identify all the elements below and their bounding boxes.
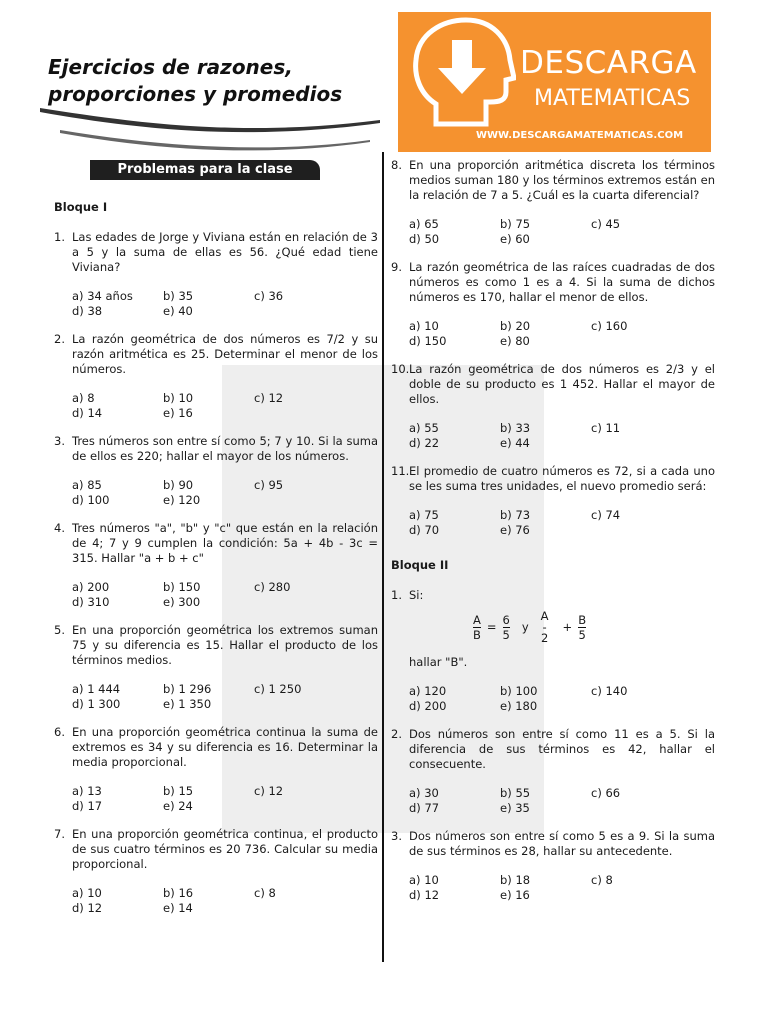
question-text: Tres números son entre sí como 5; 7 y 10. Si la suma de ellos es 220; hallar el mayor de los números.: [72, 434, 378, 463]
question-number: 11.: [391, 464, 410, 478]
option-a: a) 120: [409, 684, 447, 698]
option-e: e) 300: [163, 595, 201, 609]
question-8: [391, 158, 715, 247]
denominator: B: [473, 627, 481, 642]
brand-logo: [398, 12, 711, 152]
answer-options: [409, 873, 715, 903]
option-b: b) 16: [163, 886, 194, 900]
option-a: a) 75: [409, 508, 439, 522]
option-b: b) 15: [163, 784, 194, 798]
option-e: e) 180: [500, 699, 538, 713]
column-divider: [382, 152, 384, 962]
answer-options: [72, 784, 378, 814]
denominator: 5: [502, 627, 510, 642]
fraction-a-over-b: [473, 613, 481, 642]
option-b: b) 33: [500, 421, 531, 435]
equals-sign: =: [486, 619, 497, 634]
logo-text-descarga: DESCARGA: [520, 45, 697, 81]
option-b: b) 100: [500, 684, 538, 698]
option-b: b) 90: [163, 478, 194, 492]
answer-options: [72, 391, 378, 421]
numerator: A: [473, 612, 481, 627]
option-b: b) 1 296: [163, 682, 212, 696]
option-d: d) 38: [72, 304, 103, 318]
option-c: c) 12: [254, 784, 284, 798]
question-5: [54, 623, 378, 712]
title-line-1: Ejercicios de razones,: [48, 55, 293, 79]
question-text: hallar "B".: [409, 655, 468, 669]
formula: [473, 609, 715, 645]
question-number: 8.: [391, 158, 402, 172]
question-number: 2.: [54, 332, 65, 346]
option-e: e) 35: [500, 801, 530, 815]
option-e: e) 16: [500, 888, 530, 902]
denominator: 2: [540, 631, 549, 645]
option-a: a) 13: [72, 784, 102, 798]
option-d: d) 22: [409, 436, 440, 450]
option-b: b) 150: [163, 580, 201, 594]
option-d: d) 50: [409, 232, 440, 246]
option-d: d) 70: [409, 523, 440, 537]
option-e: e) 16: [163, 406, 193, 420]
question-number: 1.: [54, 230, 65, 244]
question-number: 3.: [54, 434, 65, 448]
option-a: a) 10: [409, 319, 439, 333]
denominator: 5: [578, 627, 586, 642]
fraction-a-over-2: [541, 609, 549, 645]
option-e: e) 1 350: [163, 697, 212, 711]
question-number: 2.: [391, 727, 402, 741]
option-a: a) 30: [409, 786, 439, 800]
option-b: b) 20: [500, 319, 531, 333]
fraction-b-over-5: [578, 613, 586, 642]
option-a: a) 85: [72, 478, 102, 492]
question-3: [54, 434, 378, 508]
minus-sign: -: [542, 620, 547, 634]
option-a: a) 200: [72, 580, 110, 594]
question-number: 4.: [54, 521, 65, 535]
question-1: [54, 230, 378, 319]
numerator: B: [578, 612, 587, 627]
question-number: 1.: [391, 588, 402, 602]
question-6: [54, 725, 378, 814]
question-text: En una proporción geométrica los extremos suman 75 y su diferencia es 15. Hallar el producto de los términos medios.: [72, 623, 378, 667]
option-d: d) 200: [409, 699, 447, 713]
option-a: a) 8: [72, 391, 95, 405]
option-a: a) 1 444: [72, 682, 121, 696]
option-d: d) 14: [72, 406, 103, 420]
option-a: a) 55: [409, 421, 439, 435]
answer-options: [409, 508, 715, 538]
option-c: c) 36: [254, 289, 284, 303]
option-c: c) 95: [254, 478, 284, 492]
question-number: 3.: [391, 829, 402, 843]
question-text: La razón geométrica de las raíces cuadradas de dos números es como 1 es a 4. Si la suma de dichos números es 170, hallar el menor de ellos.: [409, 260, 715, 304]
answer-options: [72, 580, 378, 610]
option-d: d) 77: [409, 801, 440, 815]
answer-options: [409, 217, 715, 247]
answer-options: [72, 682, 378, 712]
option-d: d) 150: [409, 334, 447, 348]
option-b: b) 18: [500, 873, 531, 887]
option-c: c) 45: [591, 217, 621, 231]
question-7: [54, 827, 378, 916]
option-d: d) 100: [72, 493, 110, 507]
option-a: a) 10: [409, 873, 439, 887]
option-d: d) 1 300: [72, 697, 121, 711]
question-11: [391, 464, 715, 538]
question-intro: Si:: [409, 588, 424, 602]
question-text: La razón geométrica de dos números es 2/3 y el doble de su producto es 1 452. Hallar el mayor de ellos.: [409, 362, 715, 406]
option-e: e) 76: [500, 523, 530, 537]
option-e: e) 60: [500, 232, 530, 246]
question-b2-2: [391, 727, 715, 816]
option-a: a) 34 años: [72, 289, 133, 303]
option-b: b) 75: [500, 217, 531, 231]
option-b: b) 55: [500, 786, 531, 800]
question-10: [391, 362, 715, 451]
question-text: Las edades de Jorge y Viviana están en relación de 3 a 5 y la suma de ellas es 56. ¿Qué edad tiene Viviana?: [72, 230, 378, 274]
option-b: b) 35: [163, 289, 194, 303]
option-c: c) 74: [591, 508, 621, 522]
plus-sign: +: [562, 619, 573, 634]
option-c: c) 11: [591, 421, 621, 435]
option-c: c) 1 250: [254, 682, 302, 696]
question-b2-3: [391, 829, 715, 903]
question-b2-1: [391, 588, 715, 714]
question-number: 7.: [54, 827, 65, 841]
question-text: En una proporción aritmética discreta los términos medios suman 180 y los términos extremos están en la relación de 7 a 5. ¿Cuál es la cuarta diferencial?: [409, 158, 715, 202]
option-e: e) 120: [163, 493, 201, 507]
option-e: e) 14: [163, 901, 193, 915]
option-e: e) 80: [500, 334, 530, 348]
option-e: e) 24: [163, 799, 193, 813]
option-c: c) 12: [254, 391, 284, 405]
option-c: c) 160: [591, 319, 628, 333]
option-d: d) 310: [72, 595, 110, 609]
option-b: b) 73: [500, 508, 531, 522]
option-d: d) 12: [72, 901, 103, 915]
question-9: [391, 260, 715, 349]
option-a: a) 65: [409, 217, 439, 231]
option-c: c) 8: [254, 886, 276, 900]
option-d: d) 17: [72, 799, 103, 813]
question-text: Dos números son entre sí como 11 es a 5. Si la diferencia de sus términos es 42, hallar el consecuente.: [409, 727, 715, 771]
answer-options: [409, 421, 715, 451]
question-text: En una proporción geométrica continua, el producto de sus cuatro términos es 20 736. Calcular su media proporcional.: [72, 827, 378, 871]
option-c: c) 140: [591, 684, 628, 698]
logo-url: WWW.DESCARGAMATEMATICAS.COM: [476, 130, 684, 141]
option-e: e) 44: [500, 436, 530, 450]
answer-options: [409, 786, 715, 816]
numerator: 6: [502, 612, 510, 627]
question-text: En una proporción geométrica continua la suma de extremos es 34 y su diferencia es 16. Determinar la media proporcional.: [72, 725, 378, 769]
answer-options: [72, 478, 378, 508]
answer-options: [409, 684, 715, 714]
option-c: c) 280: [254, 580, 291, 594]
block-title-1: Bloque I: [54, 200, 108, 214]
question-2: [54, 332, 378, 421]
question-number: 9.: [391, 260, 402, 274]
numerator: A: [540, 609, 549, 623]
question-text: Tres números "a", "b" y "c" que están en la relación de 4; 7 y 9 cumplen la condición: 5a + 4b - 3c = 315. Hallar "a + b + c": [72, 521, 378, 565]
option-d: d) 12: [409, 888, 440, 902]
logo-text-matematicas: MATEMATICAS: [534, 86, 691, 111]
answer-options: [72, 886, 378, 916]
option-e: e) 40: [163, 304, 193, 318]
question-4: [54, 521, 378, 610]
option-b: b) 10: [163, 391, 194, 405]
right-column: [391, 158, 715, 916]
option-c: c) 66: [591, 786, 621, 800]
option-a: a) 10: [72, 886, 102, 900]
fraction-6-over-5: [503, 613, 510, 642]
question-text: La razón geométrica de dos números es 7/2 y su razón aritmética es 25. Determinar el menor de los números.: [72, 332, 378, 376]
answer-options: [72, 289, 378, 319]
conjunction-y: y: [521, 619, 529, 634]
title-swoosh-decoration: [40, 100, 380, 162]
question-text: Dos números son entre sí como 5 es a 9. Si la suma de sus términos es 28, hallar su antecedente.: [409, 829, 715, 858]
left-column: [54, 200, 378, 929]
question-number: 5.: [54, 623, 65, 637]
question-number: 10.: [391, 362, 410, 376]
option-c: c) 8: [591, 873, 613, 887]
section-banner: Problemas para la clase: [90, 160, 320, 180]
answer-options: [409, 319, 715, 349]
question-text: El promedio de cuatro números es 72, si a cada uno se les suma tres unidades, el nuevo promedio será:: [409, 464, 715, 493]
question-number: 6.: [54, 725, 65, 739]
title-line-2: proporciones y promedios: [48, 82, 343, 106]
block-title-2: Bloque II: [391, 558, 449, 572]
head-download-icon: [406, 16, 516, 128]
